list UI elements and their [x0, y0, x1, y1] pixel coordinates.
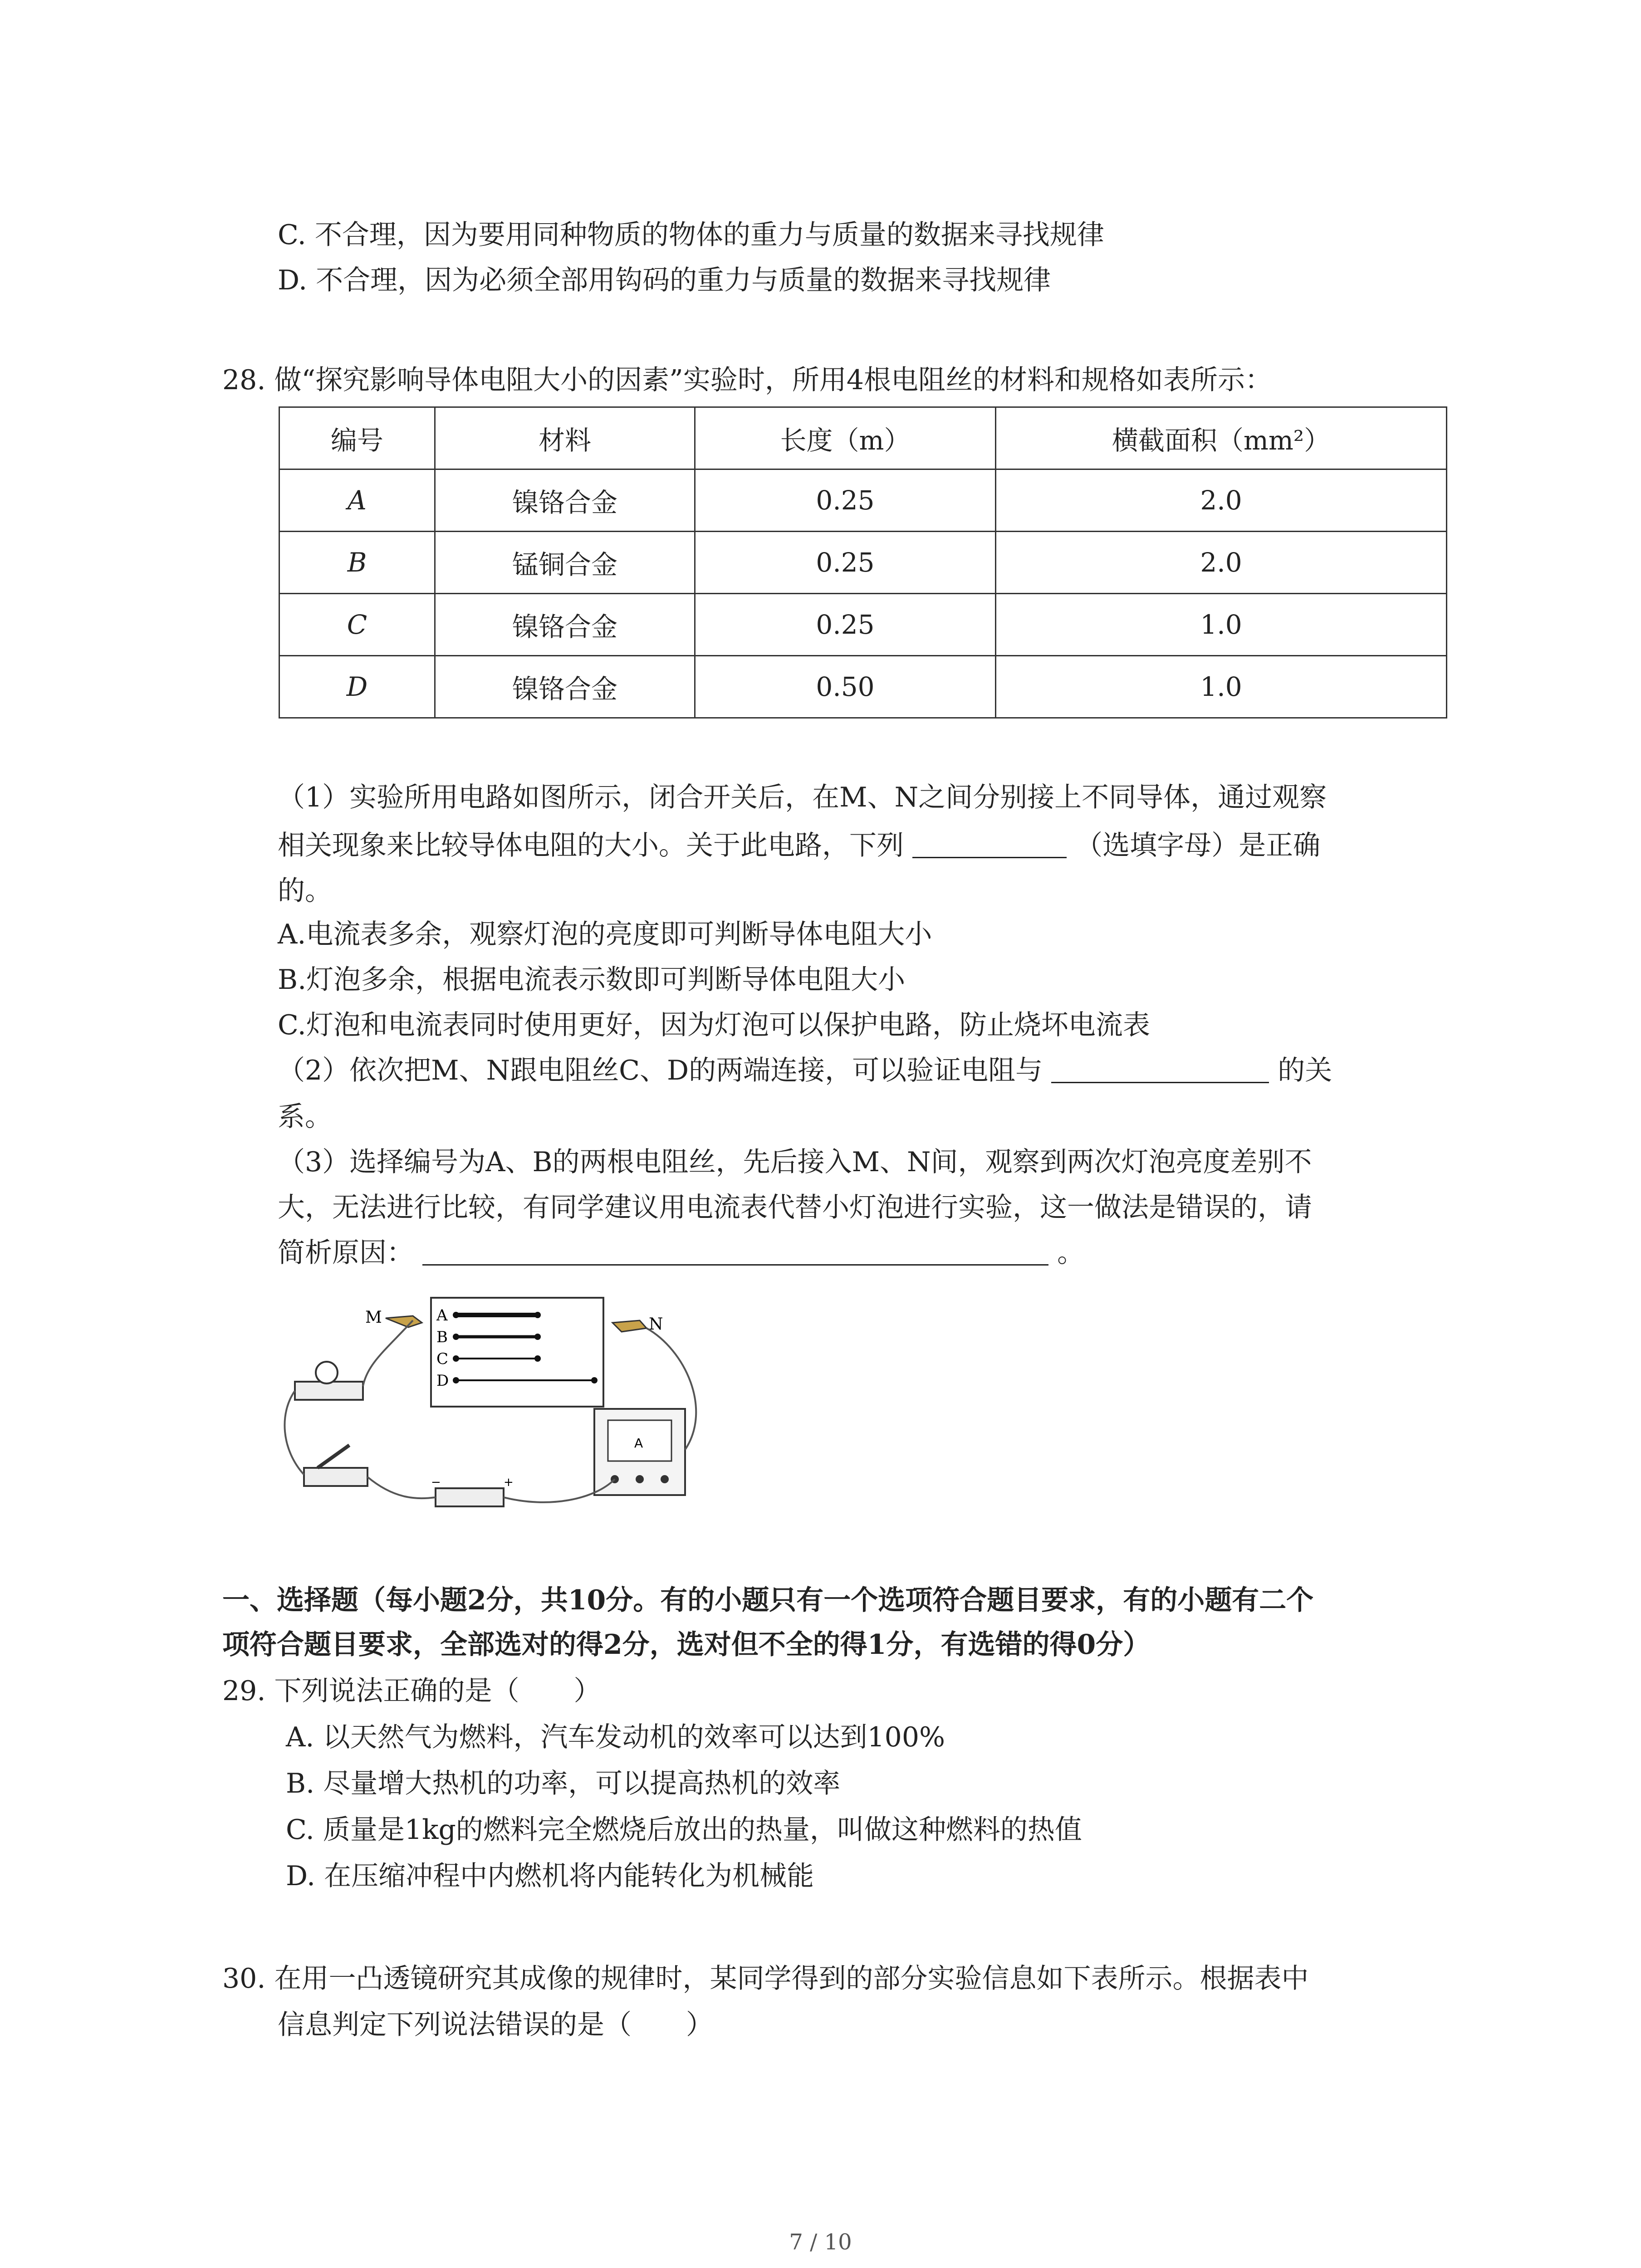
- q28-part1-line3: 的。: [278, 875, 332, 907]
- bulb-base: [295, 1382, 363, 1400]
- wire-label: B: [436, 1328, 448, 1346]
- q28-part2-line1: [278, 1052, 1332, 1089]
- q27-option-d: D. 不合理，因为必须全部用钩码的重力与质量的数据来寻找规律: [278, 264, 1051, 296]
- q28-part1-option-b: B.灯泡多余，根据电流表示数即可判断导体电阻大小: [278, 964, 906, 996]
- svg-text:+: +: [504, 1476, 514, 1489]
- section-heading-line1: 一、选择题（每小题2分，共10分。有的小题只有一个选项符合题目要求，有的小题有二个: [222, 1584, 1314, 1616]
- table-header: 长度（m）: [695, 407, 996, 469]
- answer-blank-3[interactable]: [422, 1237, 1048, 1266]
- q28-part2-text: 的关: [1278, 1055, 1332, 1086]
- clip-n-icon: [612, 1320, 647, 1332]
- q28-part1-line2: [278, 827, 1320, 864]
- table-cell: 镍铬合金: [435, 594, 695, 656]
- switch-base: [304, 1468, 367, 1486]
- table-row: [279, 594, 1447, 656]
- q28-part1-line1: （1）实验所用电路如图所示，闭合开关后，在M、N之间分别接上不同导体，通过观察: [278, 782, 1327, 813]
- q30-stem-line1: 30. 在用一凸透镜研究其成像的规律时，某同学得到的部分实验信息如下表所示。根据表中: [222, 1963, 1309, 1994]
- q29-stem: 29. 下列说法正确的是（ ）: [222, 1675, 601, 1707]
- bulb-icon: [316, 1362, 338, 1383]
- table-cell: 0.25: [695, 594, 996, 656]
- q28-part1-text: （选填字母）是正确: [1075, 830, 1321, 861]
- circuit-diagram: [277, 1295, 730, 1522]
- q28-part2-text: （2）依次把M、N跟电阻丝C、D的两端连接，可以验证电阻与: [278, 1055, 1043, 1086]
- table-cell: 2.0: [996, 469, 1447, 532]
- section-heading-line2: 项符合题目要求，全部选对的得2分，选对但不全的得1分，有选错的得0分）: [222, 1629, 1151, 1661]
- q30-stem-line2: 信息判定下列说法错误的是（ ）: [278, 2009, 713, 2041]
- wire-label: A: [436, 1306, 448, 1325]
- q28-part3-line2: 大，无法进行比较，有同学建议用电流表代替小灯泡进行实验，这一做法是错误的，请: [278, 1192, 1312, 1223]
- clip-m-icon: [386, 1316, 422, 1327]
- q28-part1-option-c: C.灯泡和电流表同时使用更好，因为灯泡可以保护电路，防止烧坏电流表: [278, 1009, 1150, 1041]
- q28-part1-option-a: A.电流表多余，观察灯泡的亮度即可判断导体电阻大小: [278, 919, 932, 950]
- q29-option-a: A. 以天然气为燃料，汽车发动机的效率可以达到100%: [286, 1721, 945, 1753]
- answer-blank-1[interactable]: [912, 830, 1067, 858]
- q28-part2-line2: 系。: [278, 1101, 332, 1133]
- table-cell: 1.0: [996, 594, 1447, 656]
- table-cell: B: [279, 532, 435, 594]
- switch-icon: [318, 1445, 349, 1468]
- table-cell: 2.0: [996, 532, 1447, 594]
- table-cell: 镍铬合金: [435, 656, 695, 718]
- table-header-row: [279, 407, 1447, 469]
- page-number: 7 / 10: [789, 2229, 852, 2255]
- table-cell: 1.0: [996, 656, 1447, 718]
- q29-option-b: B. 尽量增大热机的功率，可以提高热机的效率: [286, 1768, 841, 1799]
- table-header: 横截面积（mm²）: [996, 407, 1447, 469]
- table-cell: 0.50: [695, 656, 996, 718]
- q27-option-c: C. 不合理，因为要用同种物质的物体的重力与质量的数据来寻找规律: [278, 219, 1104, 251]
- q28-part3-text: 。: [1057, 1237, 1085, 1269]
- wire-label: C: [436, 1350, 449, 1368]
- table-cell: A: [279, 469, 435, 532]
- table-header: 编号: [279, 407, 435, 469]
- q28-part3-line1: （3）选择编号为A、B的两根电阻丝，先后接入M、N间，观察到两次灯泡亮度差别不: [278, 1146, 1312, 1178]
- clip-label-n: N: [649, 1315, 663, 1334]
- table-cell: 镍铬合金: [435, 469, 695, 532]
- resistance-wire-table: [279, 406, 1447, 719]
- q28-part3-text: 简析原因：: [278, 1237, 414, 1269]
- table-cell: 0.25: [695, 469, 996, 532]
- table-cell: D: [279, 656, 435, 718]
- q29-option-c: C. 质量是1kg的燃料完全燃烧后放出的热量，叫做这种燃料的热值: [286, 1814, 1082, 1846]
- table-row: [279, 656, 1447, 718]
- battery-icon: [436, 1488, 504, 1506]
- table-row: [279, 532, 1447, 594]
- q28-stem: 28. 做“探究影响导体电阻大小的因素”实验时，所用4根电阻丝的材料和规格如表所示：: [222, 364, 1273, 396]
- table-row: [279, 469, 1447, 532]
- q28-part1-text: 相关现象来比较导体电阻的大小。关于此电路，下列: [278, 830, 904, 861]
- answer-blank-2[interactable]: [1051, 1055, 1269, 1083]
- svg-text:−: −: [431, 1476, 441, 1489]
- table-cell: 0.25: [695, 532, 996, 594]
- table-header: 材料: [435, 407, 695, 469]
- q28-part3-line3: [278, 1235, 1084, 1271]
- ammeter-label: A: [634, 1436, 643, 1451]
- q29-option-d: D. 在压缩冲程中内燃机将内能转化为机械能: [286, 1860, 814, 1892]
- clip-label-m: M: [365, 1308, 382, 1327]
- table-cell: 锰铜合金: [435, 532, 695, 594]
- table-cell: C: [279, 594, 435, 656]
- wire-label: D: [436, 1372, 449, 1390]
